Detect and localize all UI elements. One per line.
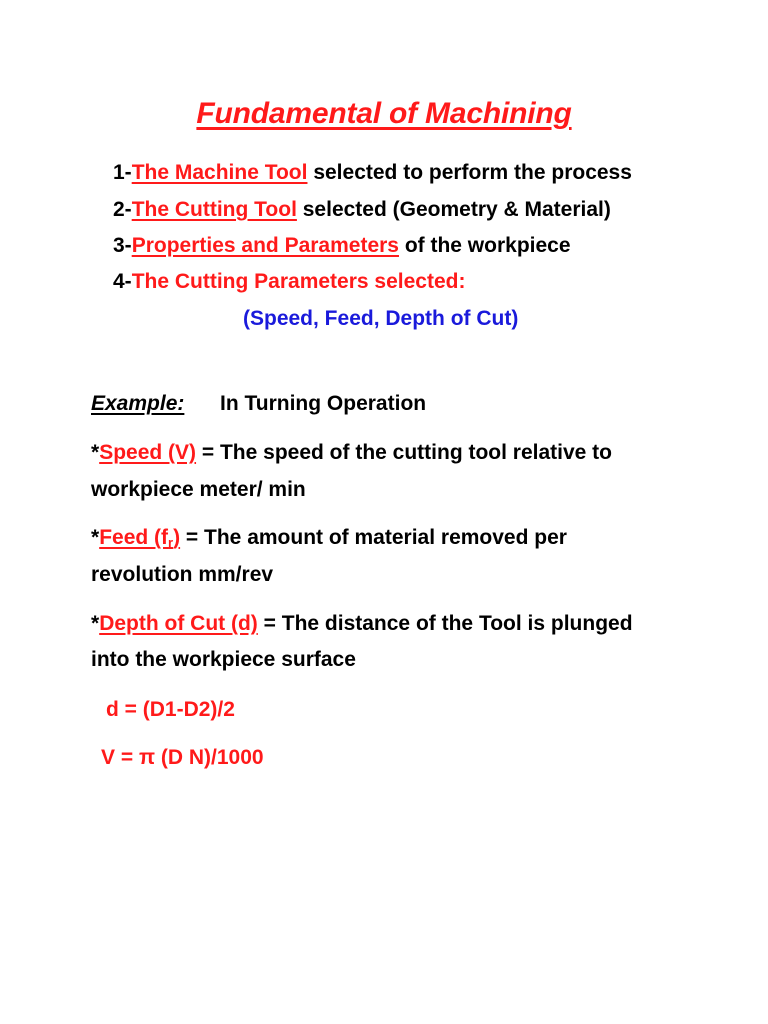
example-text: In Turning Operation <box>220 392 427 415</box>
definition-depth-cont: into the workpiece surface <box>91 648 356 671</box>
list-item-highlight: The Cutting Tool <box>131 198 297 221</box>
definition-bullet: * <box>91 612 100 635</box>
list-item-text: of the workpiece <box>398 234 571 257</box>
definition-bullet: * <box>91 441 100 464</box>
formula-speed: V = π (D N)/1000 <box>101 746 264 769</box>
list-item-text: selected to perform the process <box>307 161 632 184</box>
list-item-number: 1- <box>113 161 132 184</box>
parameters-note: (Speed, Feed, Depth of Cut) <box>243 307 519 330</box>
definition-term: Speed (V) <box>99 441 197 464</box>
page-title: Fundamental of Machining <box>196 97 572 130</box>
list-item-text: selected (Geometry & Material) <box>296 198 611 221</box>
list-item-1 <box>113 160 632 186</box>
list-item-highlight: The Machine Tool <box>131 161 308 184</box>
definition-text: = The distance of the Tool is plunged <box>257 612 633 635</box>
definition-bullet: * <box>91 526 100 549</box>
list-item-3 <box>113 233 571 259</box>
list-item-number: 2- <box>113 198 132 221</box>
list-item-highlight: Properties and Parameters <box>131 234 399 257</box>
list-item-highlight: The Cutting Parameters selected: <box>131 270 466 293</box>
definition-feed-cont: revolution mm/rev <box>91 563 274 586</box>
list-item-4 <box>113 269 465 295</box>
definition-term: Depth of Cut (d) <box>99 612 258 635</box>
definition-text: = The speed of the cutting tool relative to <box>196 441 613 464</box>
example-label: Example: <box>91 392 185 415</box>
definition-depth <box>91 611 633 637</box>
formula-depth: d = (D1-D2)/2 <box>106 698 235 721</box>
definition-speed-cont: workpiece meter/ min <box>91 478 306 501</box>
definition-term: Feed $(f_r)$ <box>99 526 181 550</box>
list-item-2 <box>113 197 611 223</box>
definition-text: = The amount of material removed per <box>180 526 567 549</box>
list-item-number: 4- <box>113 270 132 293</box>
list-item-number: 3- <box>113 234 132 257</box>
definition-feed <box>91 525 567 556</box>
definition-speed <box>91 440 612 466</box>
example-label-row <box>91 391 184 417</box>
